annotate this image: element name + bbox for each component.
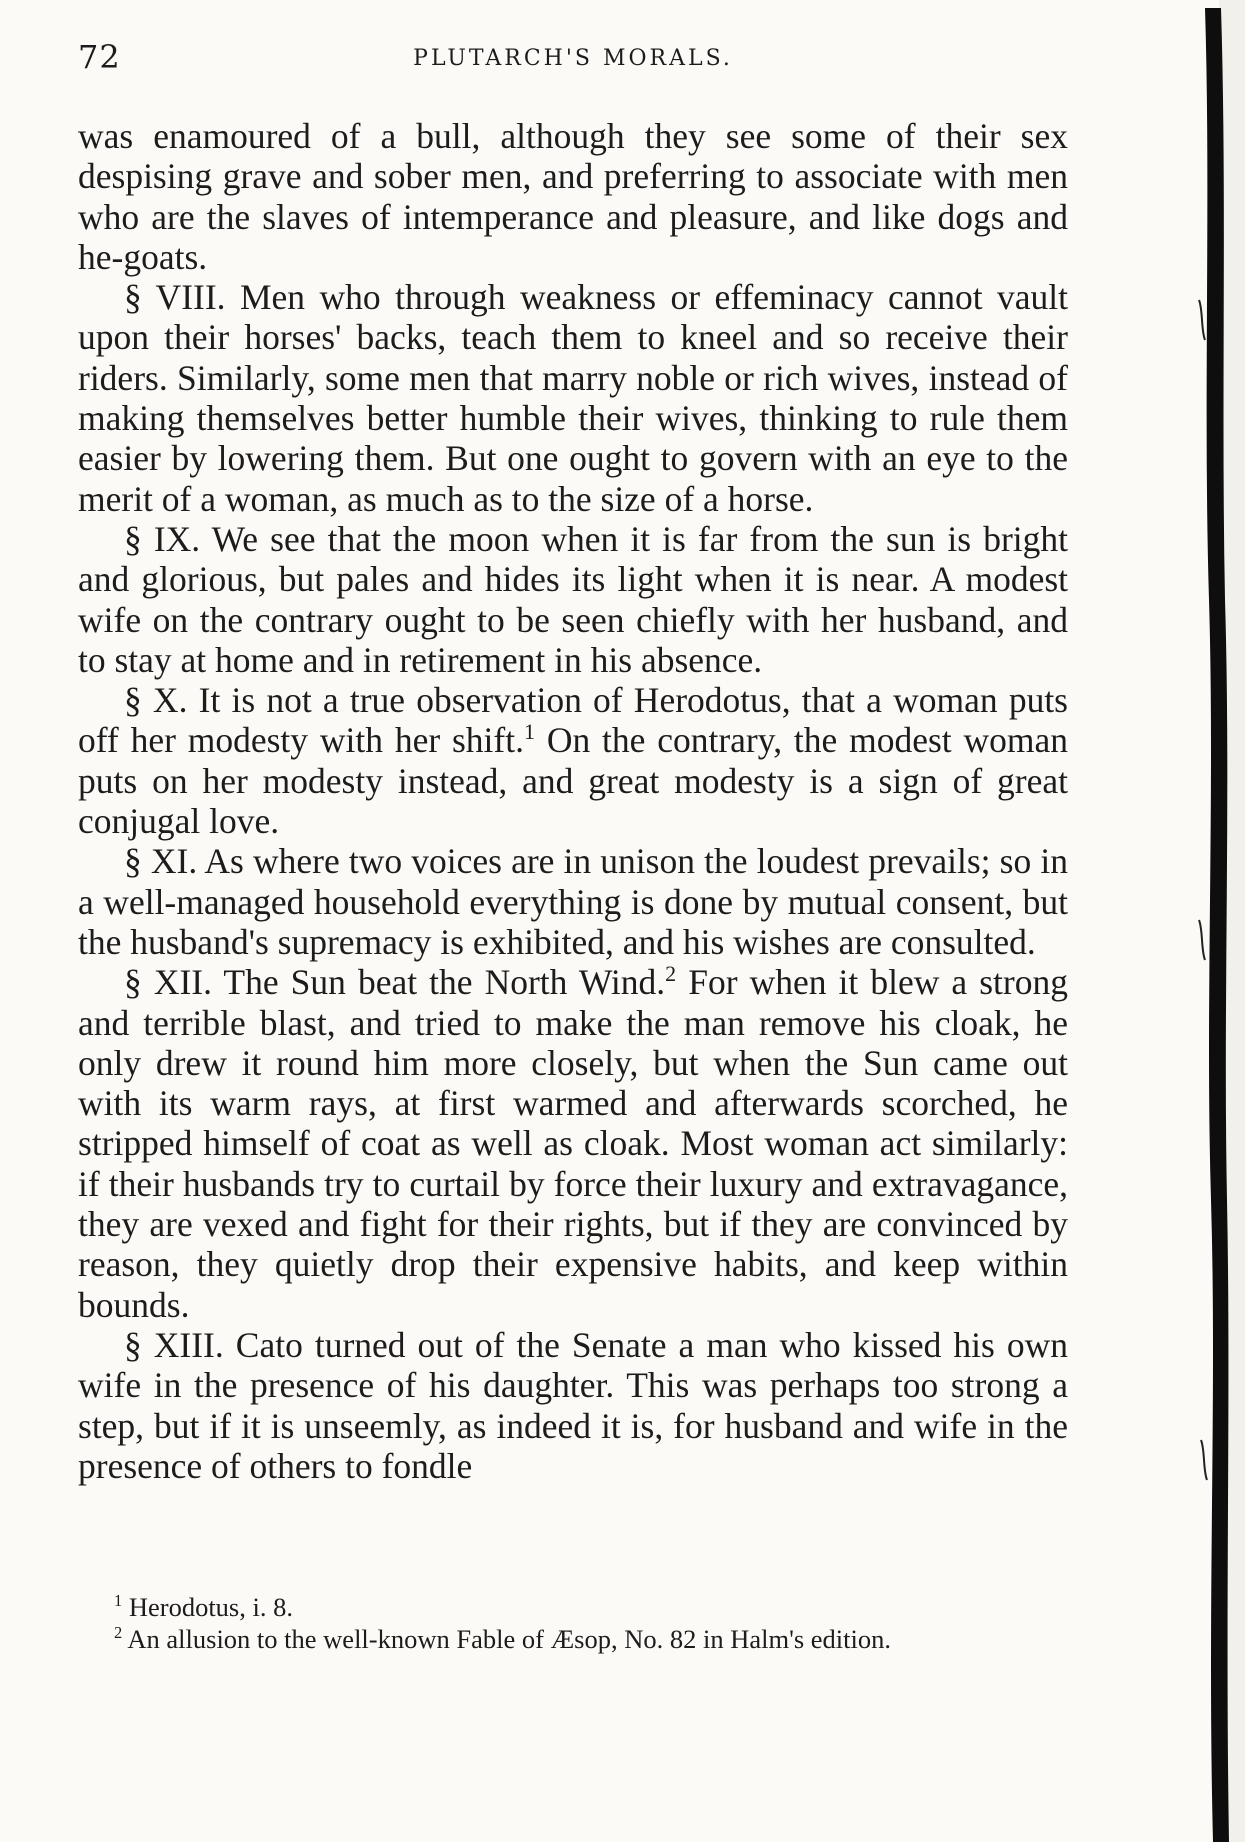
page-header [78, 38, 1068, 78]
page-number: 72 [78, 38, 121, 76]
paragraph-section-xiii: § XIII. Cato turned out of the Senate a man who kissed his own wife in the presence of his daughter. This was perhaps too strong a step, but if it is unseemly, as indeed it is, for husband and wife in the presence of others to fondle [78, 1324, 1068, 1486]
footnote-ref: 2 [665, 961, 677, 987]
book-binding-edge [1195, 0, 1245, 1842]
footnotes [78, 1591, 1068, 1655]
paragraph-section-xii: § XII. The Sun beat the North Wind.$^2$ For when it blew a strong and terrible blast, and tried to make the man remove his cloak, he only drew it round him more closely, but when the Sun came out with its warm rays, at first warmed and afterwards scorched, he stripped himself of coat as well as cloak. Most woman act similarly: if their husbands try to curtail by force their luxury and extravagance, they are vexed and fight for their rights, but if they are convinced by reason, they quietly drop their expensive habits, and keep within bounds. [78, 961, 1068, 1325]
paragraph-section-viii: § VIII. Men who through weakness or effeminacy cannot vault upon their horses' backs, teach them to kneel and so receive their riders. Similarly, some men that marry noble or rich wives, instead of making themselves better humble their wives, thinking to rule them easier by lowering them. But one ought to govern with an eye to the merit of a woman, as much as to the size of a horse. [78, 277, 1068, 519]
paragraph-section-xi: § XI. As where two voices are in unison the loudest prevails; so in a well-managed household everything is done by mutual consent, but the husband's supremacy is exhibited, and his wishes are consulted. [78, 841, 1068, 962]
running-title: PLUTARCH'S MORALS. [413, 46, 733, 71]
footnote-ref: 1 [523, 719, 535, 745]
body-text [78, 116, 1068, 1486]
footnote-2: $^2$ An allusion to the well-known Fable of Æsop, No. 82 in Halm's edition. [114, 1623, 892, 1654]
paragraph-continued: was enamoured of a bull, although they see some of their sex despising grave and sober men, and preferring to associate with men who are the slaves of intemperance and pleasure, and like dogs and he-goats. [78, 116, 1068, 277]
footnote-1: $^1$ Herodotus, i. 8. [114, 1591, 293, 1622]
paragraph-section-x: § X. It is not a true observation of Herodotus, that a woman puts off her modesty with her shift.$^1$ On the contrary, the modest woman puts on her modesty instead, and great modesty is a sign of great conjugal love. [78, 680, 1068, 842]
paragraph-section-ix: § IX. We see that the moon when it is far from the sun is bright and glorious, but pales and hides its light when it is near. A modest wife on the contrary ought to be seen chiefly with her husband, and to stay at home and in retirement in his absence. [78, 518, 1068, 680]
